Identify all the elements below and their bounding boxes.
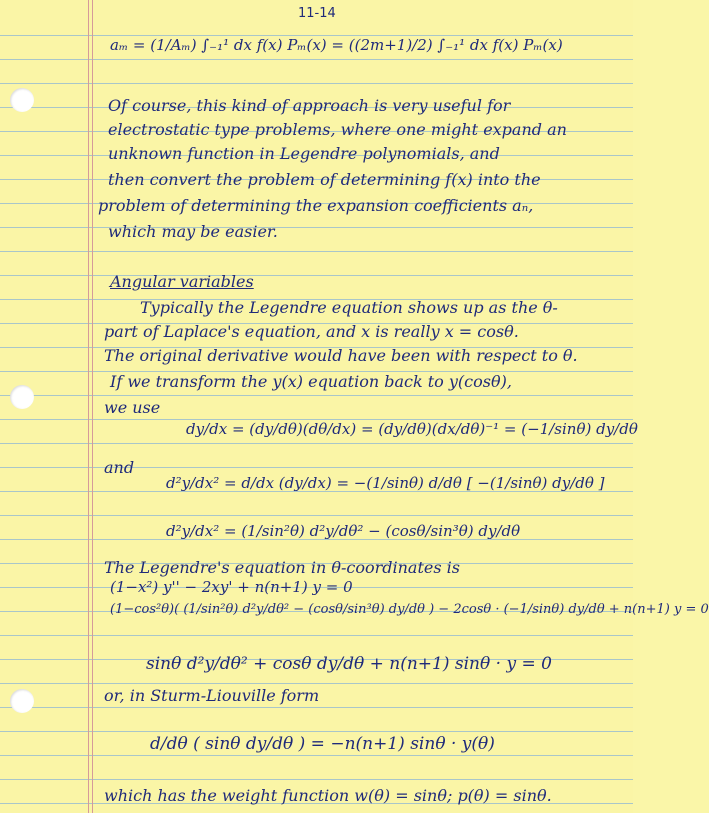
- legendre-equation: (1−x²) y'' − 2xy' + n(n+1) y = 0: [110, 578, 353, 596]
- text-line: problem of determining the expansion coefficients aₙ,: [98, 196, 534, 215]
- margin-line: [88, 0, 89, 813]
- section-heading: Angular variables: [110, 272, 254, 291]
- coefficient-formula: aₘ = (1/Aₘ) ∫₋₁¹ dx f(x) Pₘ(x) = ((2m+1)/2) ∫₋₁¹ dx f(x) Pₘ(x): [110, 36, 563, 54]
- text-line: The Legendre's equation in θ-coordinates is: [104, 558, 460, 577]
- text-line: unknown function in Legendre polynomials, and: [108, 144, 500, 163]
- margin-line: [92, 0, 93, 813]
- punch-hole: [10, 689, 34, 713]
- text-line: which has the weight function w(θ) = sinθ; p(θ) = sinθ.: [104, 786, 552, 805]
- text-line: which may be easier.: [108, 222, 278, 241]
- text-line: then convert the problem of determining f(x) into the: [108, 170, 541, 189]
- text-line: The original derivative would have been with respect to θ.: [104, 346, 578, 365]
- text-line: and: [104, 458, 135, 477]
- sturm-liouville-equation: d/dθ ( sinθ dy/dθ ) = −n(n+1) sinθ · y(θ): [150, 734, 495, 754]
- text-line: or, in Sturm-Liouville form: [104, 686, 320, 705]
- page-number: 11-14: [298, 6, 336, 21]
- text-line: electrostatic type problems, where one might expand an: [108, 120, 567, 139]
- text-line: Of course, this kind of approach is very useful for: [108, 96, 511, 115]
- text-line: If we transform the y(x) equation back to y(cosθ),: [110, 372, 512, 391]
- legendre-theta-substituted: (1−cos²θ)( (1/sin²θ) d²y/dθ² − (cosθ/sin³θ) dy/dθ ) − 2cosθ · (−1/sinθ) dy/dθ + n(n+1) y = 0: [110, 602, 709, 617]
- text-line: Typically the Legendre equation shows up as the θ-: [140, 298, 558, 317]
- text-line: we use: [104, 398, 161, 417]
- text-line: part of Laplace's equation, and x is really x = cosθ.: [104, 322, 519, 341]
- second-derivative-result: d²y/dx² = (1/sin²θ) d²y/dθ² − (cosθ/sin³θ) dy/dθ: [166, 522, 521, 540]
- derivative-equation: dy/dx = (dy/dθ)(dθ/dx) = (dy/dθ)(dx/dθ)⁻¹ = (−1/sinθ) dy/dθ: [186, 420, 638, 438]
- second-derivative-equation: d²y/dx² = d/dx (dy/dx) = −(1/sinθ) d/dθ [ −(1/sinθ) dy/dθ ]: [166, 474, 605, 492]
- punch-hole: [10, 385, 34, 409]
- legendre-theta-equation: sinθ d²y/dθ² + cosθ dy/dθ + n(n+1) sinθ · y = 0: [146, 654, 552, 674]
- punch-hole: [10, 88, 34, 112]
